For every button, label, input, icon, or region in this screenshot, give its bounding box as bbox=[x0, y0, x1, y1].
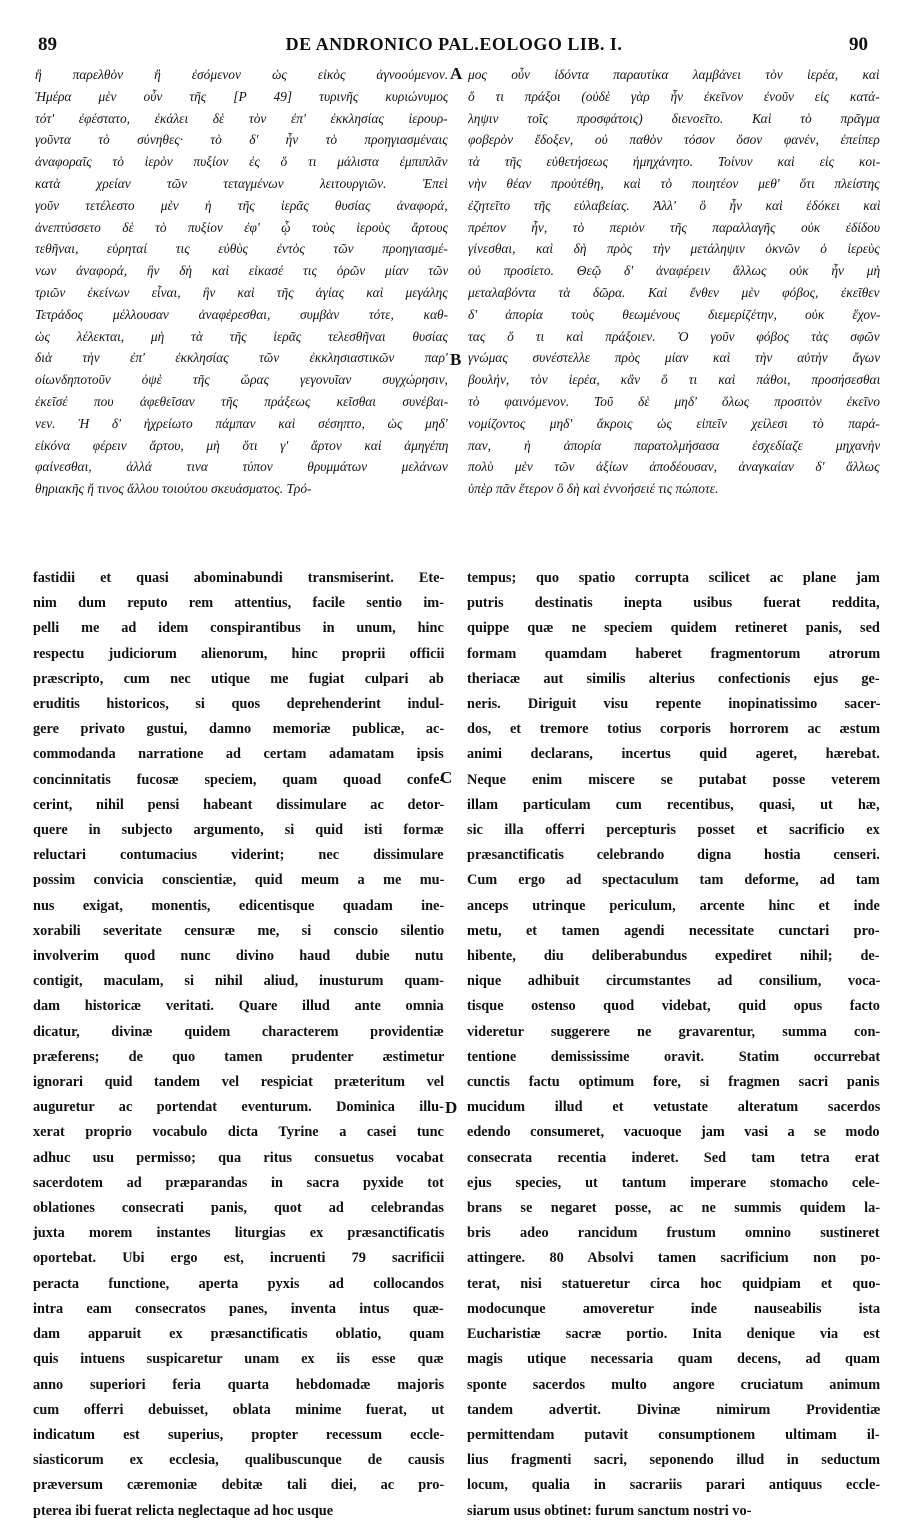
text-line: quippe quæ ne speciem quidem retineret panis, sed bbox=[467, 620, 880, 637]
text-line: quere in subjecto argumento, si quid isti formæ bbox=[33, 822, 444, 839]
text-line: τὰ τῆς εὐθετήσεως ἠμηχάνητο. Τοίνυν καὶ εἰς κοι- bbox=[468, 154, 880, 170]
text-line: εἰκόνα φέρειν ἄρτου, μὴ ὅτι γ' ἄρτον καὶ ἀμηγέπη bbox=[35, 437, 448, 453]
text-line: indicatum est superius, propter recessum eccle- bbox=[33, 1426, 444, 1443]
text-line: metu, et tamen agendi necessitate cunctari pro- bbox=[467, 922, 880, 939]
text-line: siarum usus obtinet: furum sanctum nostri vo- bbox=[467, 1502, 752, 1519]
text-line: ἢ παρελθὸν ἢ ἐσόμενον ὡς εἰκὸς ἀγνοούμενον. bbox=[35, 67, 448, 82]
text-line: putris destinatis inepta usibus fuerat reddita, bbox=[467, 595, 880, 612]
text-line: possim convicia conscientiæ, quid meum a me mu- bbox=[33, 872, 444, 889]
text-line: οὐ προσίετο. Θεῷ δ' ἀναφέρειν ἄλλως οὐκ ἦν μὴ bbox=[468, 263, 880, 279]
running-header bbox=[30, 34, 878, 60]
text-line: πολὺ μὲν τῶν ἀξίων ἀποδέουσαν, ἀναγκαίαν δ' ἄλλως bbox=[468, 459, 880, 475]
text-line: locum, qualia in sacrariis parari antiquus eccle- bbox=[467, 1477, 880, 1494]
text-line: dicatur, divinæ quidem characterem providentiæ bbox=[33, 1023, 444, 1040]
text-line: formam quamdam haberet fragmentorum atrorum bbox=[467, 645, 880, 662]
text-line: fastidii et quasi abominabundi transmiserint. Ete- bbox=[33, 570, 444, 586]
text-line: modocunque amoveretur inde nauseabilis ista bbox=[467, 1300, 880, 1317]
text-line: xerat proprio vocabulo dicta Tyrine a casei tunc bbox=[33, 1124, 444, 1141]
text-line: præscripto, cum nec utique me fugiat culpari ab bbox=[33, 670, 444, 687]
text-line: τριῶν ἐκείνων εἶναι, ἣν καὶ τῆς ἁγίας καὶ μεγάλης bbox=[35, 284, 448, 300]
text-line: consecrata recentia inderet. Sed tam tetra erat bbox=[467, 1149, 880, 1166]
section-marker-b: B bbox=[450, 350, 462, 369]
text-line: παν, ἡ ἀπορία παρατολμήσασα ἐσχεδίαζε μηχανὴν bbox=[468, 437, 880, 453]
section-marker-c: C bbox=[440, 768, 453, 787]
text-line: τὸ φαινόμενον. Τοῦ δὲ μηδ' ὅλως προσιτὸν ἐκεῖνο bbox=[468, 393, 880, 409]
text-line: neris. Diriguit visu repente inopinatissimo sacer- bbox=[467, 696, 880, 713]
text-line: dos, et tremore totius corporis horrorem ac æstum bbox=[467, 721, 880, 738]
text-line: γνώμας συνέστελλε πρὸς μίαν καὶ τὴν αὐτὴν ἄγων bbox=[468, 350, 880, 366]
text-line: oportebat. Ubi ergo est, incruenti 79 sacrificii bbox=[33, 1250, 444, 1267]
text-line: terat, nisi statueretur circa hoc quidpiam et quo- bbox=[467, 1275, 880, 1292]
text-line: βουλήν, τὸν ἱερέα, κἂν ὅ τι καὶ πάθοι, προσήσεσθαι bbox=[468, 372, 880, 388]
text-line: Ἡμέρα μὲν οὖν τῆς [P 49] τυρινῆς κυριώνυμος bbox=[35, 88, 448, 104]
text-line: quis intuens suspicaretur unam ex iis esse quæ bbox=[33, 1351, 444, 1368]
text-line: peracta functione, aperta pyxis ad collocandos bbox=[33, 1275, 444, 1292]
text-line: Eucharistiæ sacræ portio. Inita denique via est bbox=[467, 1326, 880, 1343]
text-line: Neque enim miscere se putabat posse veterem bbox=[467, 771, 880, 788]
text-line: siasticorum ex ecclesia, qualibuscunque de causis bbox=[33, 1452, 444, 1469]
text-line: νομίζοντος μηδ' ἄκροις ὡς εἰπεῖν χείλεσι τὸ παρά- bbox=[468, 415, 880, 431]
text-line: theriacæ aut similis alterius confectionis ejus ge- bbox=[467, 670, 880, 687]
text-line: ἀνεπτύσσετο δὲ τὸ πυξίον ἐφ' ᾧ τοὺς ἱεροὺς ἄρτους bbox=[35, 219, 448, 235]
text-line: intra eam consecratos panes, inventa intus quæ- bbox=[33, 1300, 444, 1317]
text-line: tempus; quo spatio corrupta scilicet ac plane jam bbox=[467, 570, 880, 586]
text-line: involverim quod nunc divino haud dubie nutu bbox=[33, 948, 444, 965]
page-number-left: 89 bbox=[38, 34, 57, 55]
text-line: ἀναφοραῖς τὸ ἱερὸν πυξίον ἐς ὅ τι μάλιστα ἐμπιπλᾶν bbox=[35, 154, 448, 170]
text-line: κατὰ χρείαν τῶν τεταγμένων λειτουργιῶν. Ἐπεὶ bbox=[35, 175, 448, 191]
text-line: adhuc usu permisso; qua ritus consuetus vocabat bbox=[33, 1149, 444, 1166]
text-line: μεταλαβόντα τὰ δῶρα. Καὶ ἔνθεν μὲν φόβος, ἐκεῖθεν bbox=[468, 284, 880, 300]
latin-column-right bbox=[467, 566, 880, 1524]
text-line: γοῦν τετέλεστο μὲν ἡ τῆς ἱερᾶς θυσίας ἀναφορά, bbox=[35, 197, 448, 213]
text-line: πρέπον ἦν, τὸ περιὸν τῆς παραλλαγῆς οὐκ ἐδίδου bbox=[468, 219, 880, 235]
text-line: commodanda narratione ad certam adamatam ipsis bbox=[33, 746, 444, 763]
text-line: tandem advertit. Divinæ nimirum Providentiæ bbox=[467, 1401, 880, 1418]
text-line: ἐζητεῖτο τῆς εὐλαβείας. Ἀλλ' ὃ ἦν καὶ ἐδόκει καὶ bbox=[468, 197, 880, 213]
text-line: γίνεσθαι, καὶ δὴ πρὸς τὴν μετάληψιν ὀκνῶν ὁ ἱερεὺς bbox=[468, 241, 880, 257]
text-line: γοῦντα τὸ σύνηθες· τὸ δ' ἦν τὸ προηγιασμέναις bbox=[35, 132, 448, 148]
text-line: ὑπὲρ πᾶν ἕτερον ὃ δὴ καὶ ἐννοήσειέ τις πώποτε. bbox=[468, 481, 719, 497]
text-line: dam apparuit ex præsanctificatis oblatio, quam bbox=[33, 1326, 444, 1343]
section-marker-a: A bbox=[450, 64, 463, 83]
text-line: nim dum reputo rem attentius, facile sentio im- bbox=[33, 595, 444, 612]
text-line: juxta morem instantes liturgias ex præsanctificatis bbox=[33, 1225, 444, 1242]
text-line: νὴν θέαν προὐτέθη, καὶ τὸ ποιητέον μεθ' ὅτι πλείστης bbox=[468, 175, 880, 191]
page-number-right: 90 bbox=[849, 34, 868, 55]
text-line: videretur suggerere ne gravarentur, summa con- bbox=[467, 1023, 880, 1040]
greek-column-right bbox=[468, 64, 880, 500]
text-line: anceps utrinque periculum, arcente hinc et inde bbox=[467, 897, 880, 914]
text-line: attingere. 80 Absolvi tamen sacrificium non po- bbox=[467, 1250, 880, 1267]
text-line: anno superiori feria quarta hebdomadæ majoris bbox=[33, 1376, 444, 1393]
text-line: permittendam putavit consumptionem ultimam il- bbox=[467, 1426, 880, 1443]
text-line: δ' ἀπορία τοὺς θεωμένους διεμερίζέτην, οὐκ ἔχον- bbox=[468, 306, 880, 322]
text-line: Τετράδος μέλλουσαν ἀναφέρεσθαι, συμβὰν τότε, καθ- bbox=[35, 306, 448, 322]
text-line: ὅ τι πράξοι (οὐδὲ γὰρ ἦν ἐκεῖνον ἐνοῦν εἰς κατά- bbox=[468, 88, 880, 104]
text-line: θηριακῆς ἤ τινος ἄλλου τοιούτου σκευάσματος. Τρό- bbox=[35, 481, 312, 497]
text-line: nique adhibuit circumstantes ad consilium, voca- bbox=[467, 973, 880, 990]
text-line: sic illa offerri percepturis posset et sacrificio ex bbox=[467, 822, 880, 839]
text-line: νεν. Ἡ δ' ἠχρείωτο πάμπαν καὶ σέσηπτο, ὡς μηδ' bbox=[35, 415, 448, 431]
text-line: oblationes consecrati panis, quot ad celebrandas bbox=[33, 1200, 444, 1217]
text-line: διὰ τὴν ἐπ' ἐκκλησίας τῶν ἐκκλησιαστικῶν παρ' bbox=[35, 350, 448, 366]
text-line: gere privato gustui, damno memoriæ publicæ, ac- bbox=[33, 721, 444, 738]
section-marker-d: D bbox=[445, 1098, 458, 1117]
text-line: τας ὅ τι καὶ πράξοιεν. Ὁ γοῦν φόβος τὰς σφῶν bbox=[468, 328, 880, 344]
text-line: φοβερὸν ἔδοξεν, οὐ παθὸν τόσον ὅσον φανέν, ἐπείπερ bbox=[468, 132, 880, 148]
text-line: concinnitatis fucosæ speciem, quam quoad confe- bbox=[33, 771, 444, 788]
text-line: sponte sacerdos multo angore cruciatum animum bbox=[467, 1376, 880, 1393]
text-line: οἰωνδηποτοῦν ὀψὲ τῆς ὥρας γεγονυῖαν συγχώρησιν, bbox=[35, 372, 448, 388]
text-line: respectu judiciorum alienorum, hinc proprii officii bbox=[33, 645, 444, 662]
text-line: reluctari contumacius viderint; nec dissimulare bbox=[33, 847, 444, 864]
text-line: edendo consumeret, vacuoque jam vasi a se modo bbox=[467, 1124, 880, 1141]
text-line: illam particulam cum recentibus, quasi, ut hæ, bbox=[467, 796, 880, 813]
text-line: Cum ergo ad spectaculum tam deforme, ad tam bbox=[467, 872, 880, 889]
text-line: ληψιν τοῖς προσφάτοις) διενοεῖτο. Καὶ τὸ πρᾶγμα bbox=[468, 110, 880, 126]
text-line: tisque ostenso quod videbat, quid opus facto bbox=[467, 998, 880, 1015]
text-line: dam historicæ veritati. Quare illud ante omnia bbox=[33, 998, 444, 1015]
text-line: μος οὖν ἰδόντα παραυτίκα λαμβάνει τὸν ἱερέα, καὶ bbox=[468, 67, 880, 82]
text-line: τότ' ἐφέστατο, ἐκάλει δὲ τὸν ἐπ' ἐκκλησίας ἱερουρ- bbox=[35, 110, 448, 126]
text-line: ignorari quid tandem vel respiciat præteritum vel bbox=[33, 1074, 444, 1091]
text-line: animi declarans, incertus quid ageret, hærebat. bbox=[467, 746, 880, 763]
text-line: νων ἀναφορά, ἣν δὴ καὶ εἰκασέ τις ὁρῶν μίαν τῶν bbox=[35, 263, 448, 279]
text-line: cunctis factu optimum fore, si fragmen sacri panis bbox=[467, 1074, 880, 1091]
text-line: sacerdotem ad præparandas in sacra pyxide tot bbox=[33, 1174, 444, 1191]
text-line: bris adeo rancidum frustum omnino sustineret bbox=[467, 1225, 880, 1242]
text-line: contigit, maculam, si nihil aliud, inusturum quam- bbox=[33, 973, 444, 990]
text-line: φαίνεσθαι, ἀλλά τινα τύπον θρυμμάτων μελάνων bbox=[35, 459, 448, 475]
text-line: cerint, nihil pensi habeant dissimulare ac detor- bbox=[33, 796, 444, 813]
text-line: τεθῆναι, εὑρηταί τις εὐθὺς ἐντὸς τῶν προηγιασμέ- bbox=[35, 241, 448, 257]
text-line: brans se negaret posse, ac ne summis quidem la- bbox=[467, 1200, 880, 1217]
text-line: ὡς λέλεκται, μὴ τὰ τῆς ἱερᾶς τελεσθῆναι θυσίας bbox=[35, 328, 448, 344]
text-line: lius fragmenti sacri, seponendo illud in seductum bbox=[467, 1452, 880, 1469]
text-line: xorabili severitate censuræ me, si conscio silentio bbox=[33, 922, 444, 939]
text-line: hibente, diu deliberabundus expediret nihil; de- bbox=[467, 948, 880, 965]
text-line: magis utique necessaria quam decens, ad quam bbox=[467, 1351, 880, 1368]
text-line: cum offerri debuisset, oblata minime fuerat, ut bbox=[33, 1401, 444, 1418]
running-title: DE ANDRONICO PAL.EOLOGO LIB. I. bbox=[285, 34, 623, 54]
greek-column-left bbox=[35, 64, 448, 500]
text-line: nus exigat, monentis, edicentisque quadam ine- bbox=[33, 897, 444, 914]
text-line: præferens; de quo tamen prudenter æstimetur bbox=[33, 1048, 444, 1065]
text-line: ἐκεῖσέ που ἀφεθεῖσαν τῆς πράξεως κεῖσθαι συνέβαι- bbox=[35, 393, 448, 409]
text-line: tentione demississime oravit. Statim occurrebat bbox=[467, 1048, 880, 1065]
text-line: pterea ibi fuerat relicta neglectaque ad hoc usque bbox=[33, 1502, 334, 1519]
text-line: auguretur ac portendat eventurum. Dominica illu- bbox=[33, 1099, 444, 1116]
latin-column-left bbox=[33, 566, 444, 1524]
text-line: præversum cæremoniæ debitæ tali diei, ac pro- bbox=[33, 1477, 444, 1494]
text-line: pelli me ad idem conspirantibus in unum, hinc bbox=[33, 620, 444, 637]
text-line: ejus species, ut tantum imperare stomacho cele- bbox=[467, 1174, 880, 1191]
text-line: eruditis historicos, si quos deprehenderint indul- bbox=[33, 696, 444, 713]
text-line: mucidum illud et vetustate alteratum sacerdos bbox=[467, 1099, 880, 1116]
text-line: præsanctificatis celebrando digna hostia censeri. bbox=[467, 847, 880, 864]
